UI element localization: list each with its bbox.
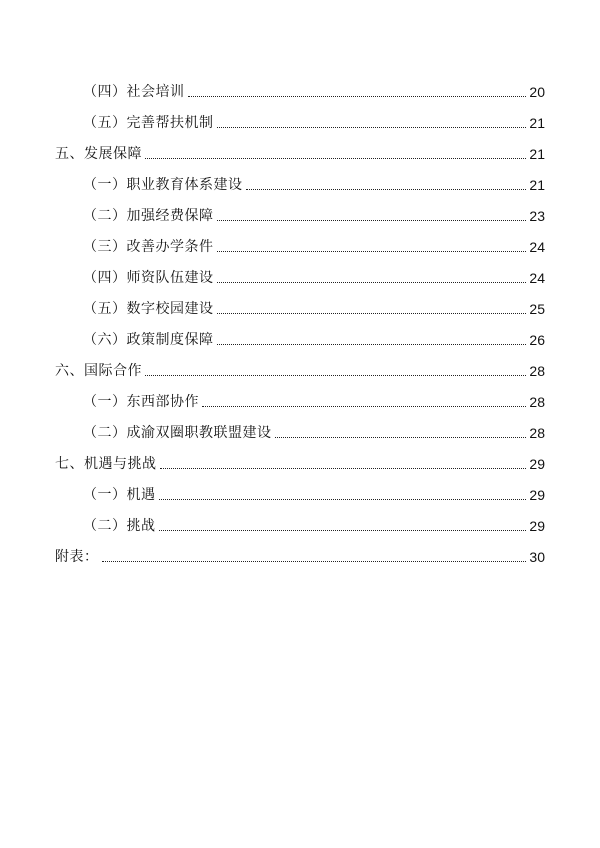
- toc-entry-label: （一）机遇: [83, 487, 156, 503]
- toc-page-number: 29: [529, 518, 545, 534]
- toc-entry-label: （六）政策制度保障: [83, 332, 214, 348]
- toc-entry-international-cooperation[interactable]: [55, 350, 545, 381]
- toc-entry-assistance-mechanism[interactable]: [55, 102, 545, 133]
- toc-entry-label: （五）完善帮扶机制: [83, 115, 214, 131]
- toc-entry-label: （一）职业教育体系建设: [83, 177, 243, 193]
- dot-leader: [145, 375, 526, 376]
- toc-entry-east-west-cooperation[interactable]: [55, 381, 545, 412]
- toc-entry-label: （三）改善办学条件: [83, 239, 214, 255]
- toc-page-number: 21: [529, 146, 545, 162]
- dot-leader: [217, 220, 527, 221]
- toc-page-number: 20: [529, 84, 545, 100]
- toc-entry-label: （二）加强经费保障: [83, 208, 214, 224]
- toc-entry-development-guarantee[interactable]: [55, 133, 545, 164]
- dot-leader: [202, 406, 526, 407]
- toc-entry-label: （五）数字校园建设: [83, 301, 214, 317]
- toc-entry-label: （二）成渝双圈职教联盟建设: [83, 425, 272, 441]
- dot-leader: [217, 344, 527, 345]
- dot-leader: [217, 251, 527, 252]
- toc-entry-opportunities[interactable]: [55, 474, 545, 505]
- toc-page-number: 24: [529, 270, 545, 286]
- toc-entry-label: （二）挑战: [83, 518, 156, 534]
- toc-page-number: 30: [529, 549, 545, 565]
- toc-page-number: 28: [529, 425, 545, 441]
- toc-entry-label: （四）师资队伍建设: [83, 270, 214, 286]
- dot-leader: [217, 127, 527, 128]
- dot-leader: [217, 282, 527, 283]
- toc-page-number: 28: [529, 363, 545, 379]
- toc-page-number: 24: [529, 239, 545, 255]
- toc-entry-label: 六、国际合作: [55, 363, 142, 379]
- dot-leader: [159, 530, 527, 531]
- toc-page-number: 26: [529, 332, 545, 348]
- toc-entry-opportunities-challenges[interactable]: [55, 443, 545, 474]
- toc-entry-vocational-system[interactable]: [55, 164, 545, 195]
- toc-entry-social-training[interactable]: [55, 71, 545, 102]
- toc-entry-school-conditions[interactable]: [55, 226, 545, 257]
- toc-entry-chengyu-alliance[interactable]: [55, 412, 545, 443]
- toc-page-number: 23: [529, 208, 545, 224]
- toc-entry-challenges[interactable]: [55, 505, 545, 536]
- toc-entry-teaching-staff[interactable]: [55, 257, 545, 288]
- toc-entry-label: （一）东西部协作: [83, 394, 199, 410]
- toc-entry-appendix[interactable]: [55, 536, 545, 567]
- toc-page-number: 29: [529, 487, 545, 503]
- dot-leader: [160, 468, 527, 469]
- table-of-contents: [55, 71, 545, 567]
- toc-page-number: 25: [529, 301, 545, 317]
- dot-leader: [275, 437, 527, 438]
- dot-leader: [188, 96, 527, 97]
- toc-entry-label: （四）社会培训: [83, 84, 185, 100]
- dot-leader: [145, 158, 526, 159]
- toc-page-number: 29: [529, 456, 545, 472]
- toc-entry-label: 附表：: [55, 549, 99, 565]
- toc-page-number: 21: [529, 115, 545, 131]
- dot-leader: [246, 189, 527, 190]
- toc-entry-label: 七、机遇与挑战: [55, 456, 157, 472]
- toc-entry-funding-guarantee[interactable]: [55, 195, 545, 226]
- dot-leader: [217, 313, 527, 314]
- dot-leader: [159, 499, 527, 500]
- toc-page-number: 21: [529, 177, 545, 193]
- toc-entry-label: 五、发展保障: [55, 146, 142, 162]
- toc-entry-digital-campus[interactable]: [55, 288, 545, 319]
- dot-leader: [102, 561, 527, 562]
- toc-page-number: 28: [529, 394, 545, 410]
- toc-entry-policy-guarantee[interactable]: [55, 319, 545, 350]
